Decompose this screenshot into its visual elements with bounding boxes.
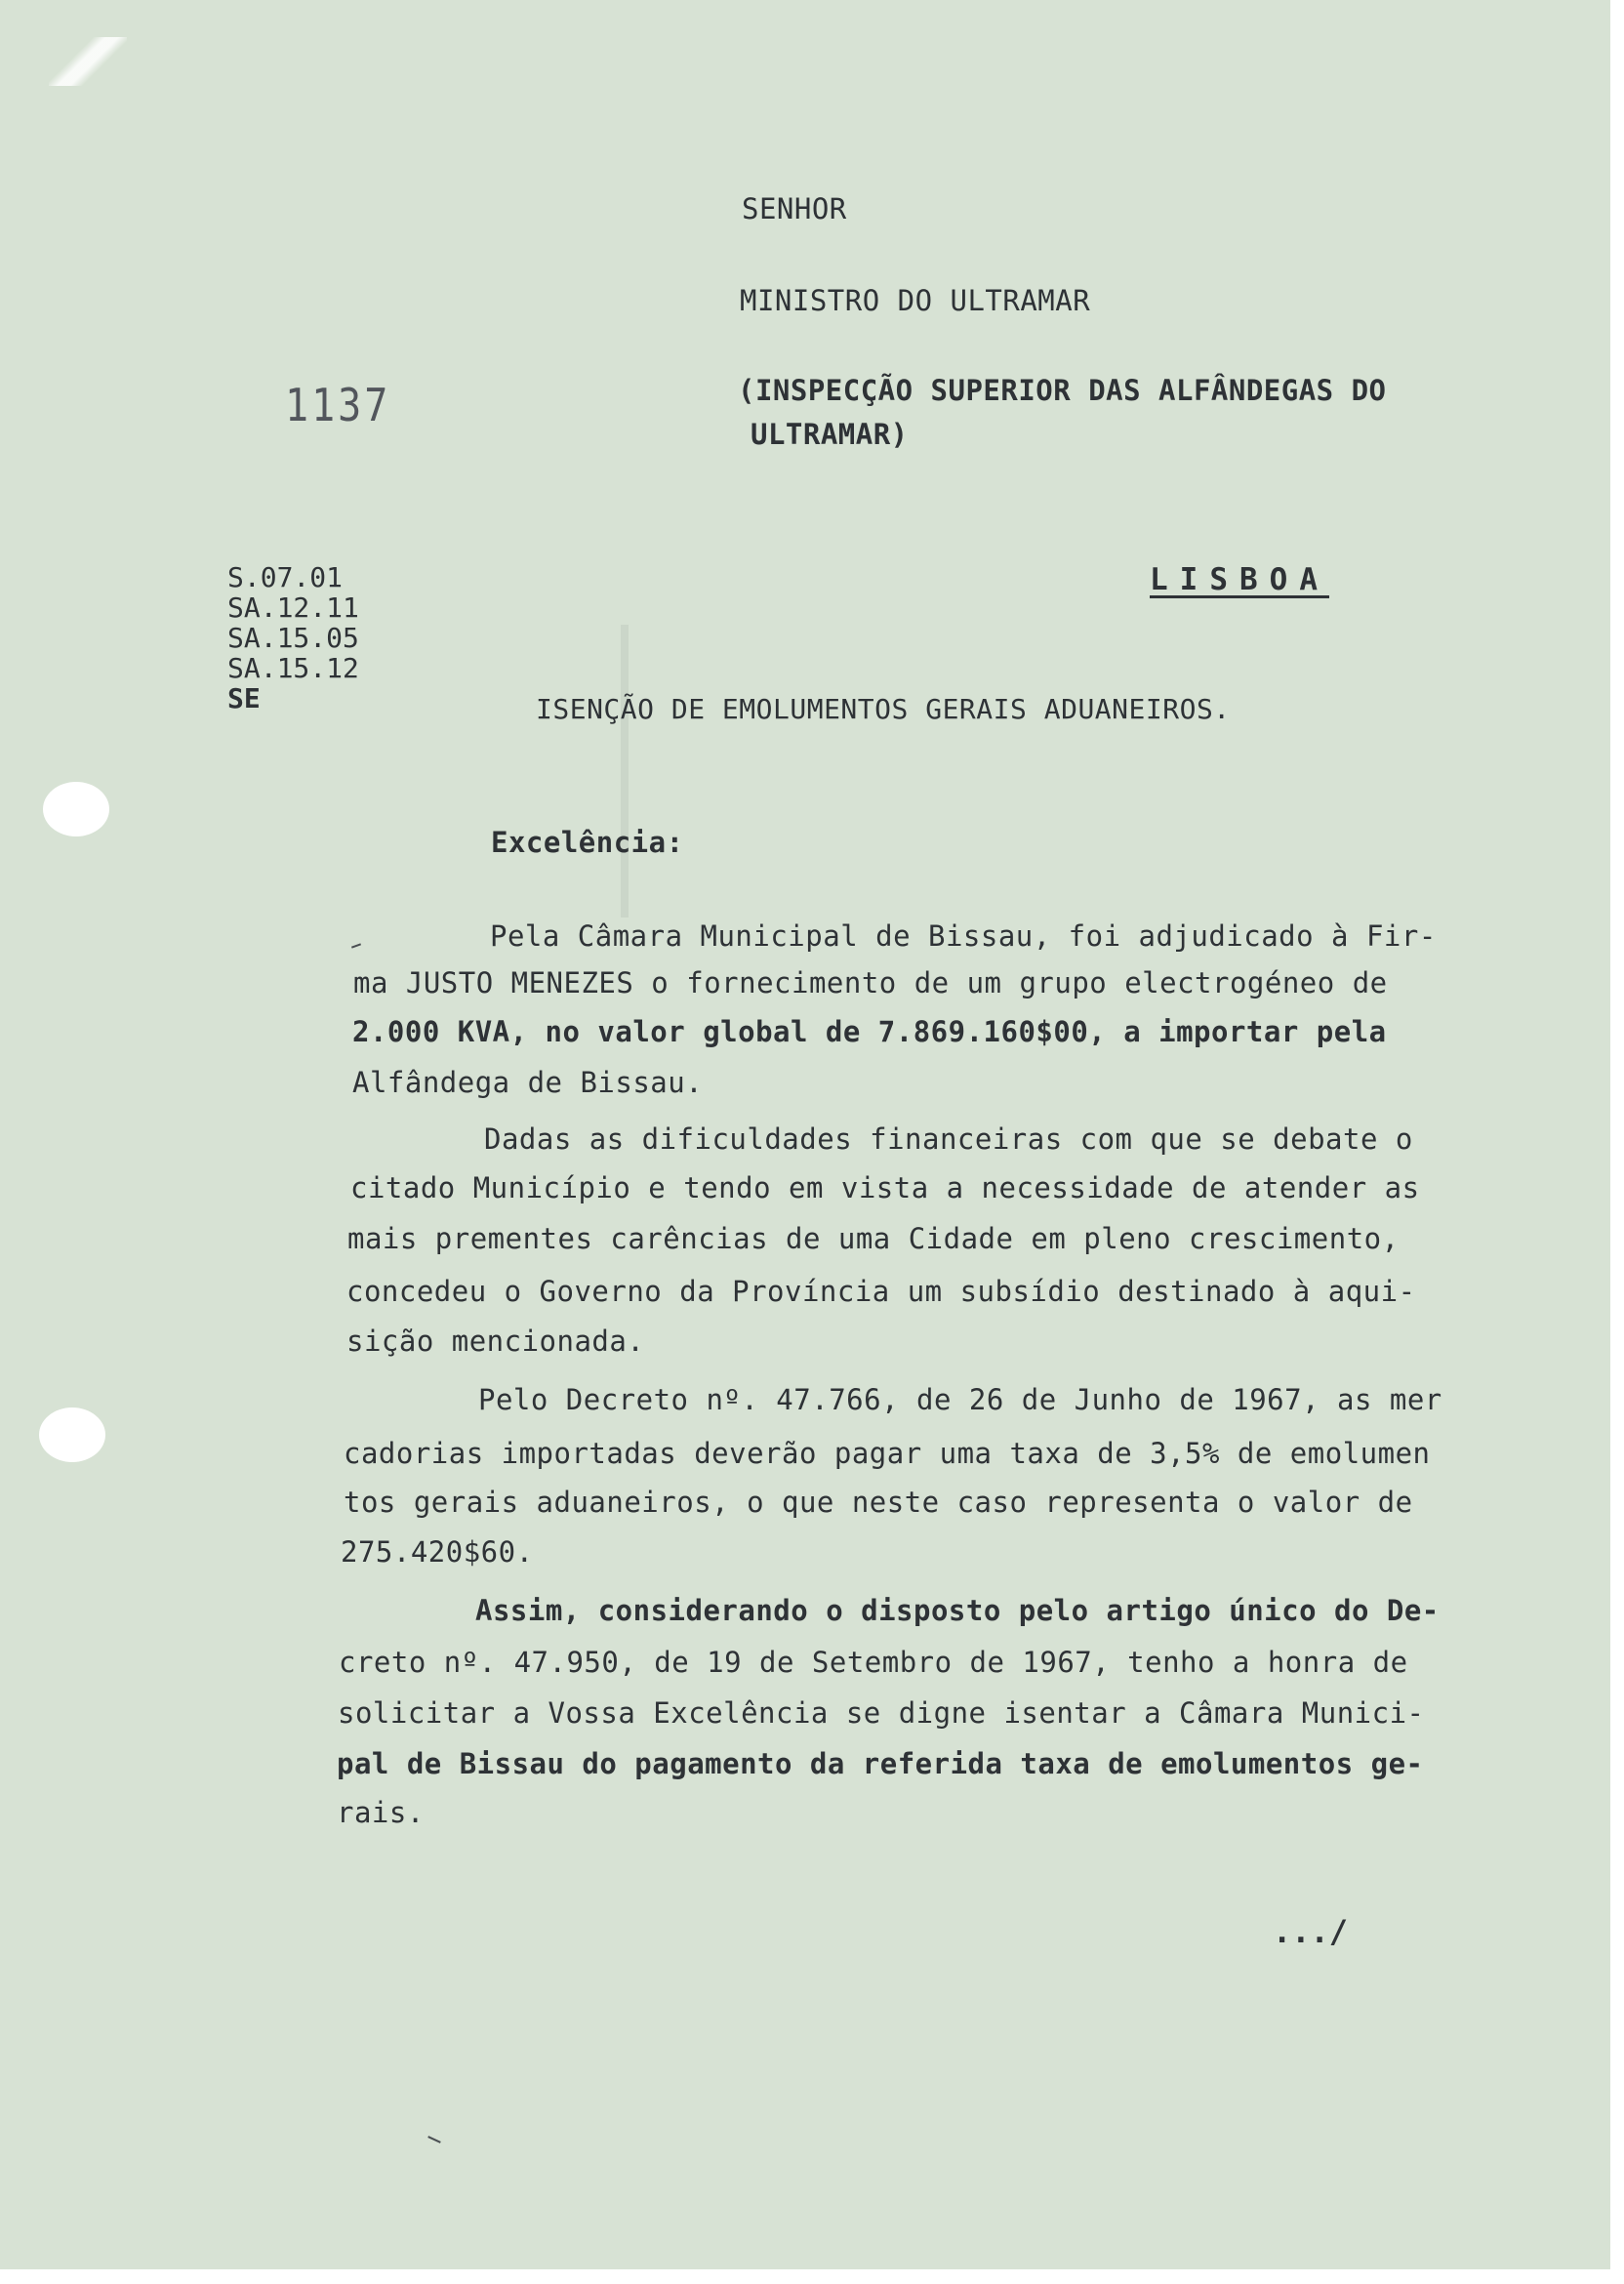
body-line: solicitar a Vossa Excelência se digne isentar a Câmara Munici- [338,1696,1425,1730]
body-line: creto nº. 47.950, de 19 de Setembro de 1967, tenho a honra de [339,1646,1408,1679]
body-line: Pela Câmara Municipal de Bissau, foi adjudicado à Fir- [490,919,1437,953]
department-line-2: ULTRAMAR) [751,418,909,451]
body-line: pal de Bissau do pagamento da referida taxa de emolumentos ge- [337,1747,1424,1780]
body-line: tos gerais aduaneiros, o que neste caso representa o valor de [344,1486,1413,1519]
body-line: cadorias importadas deverão pagar uma taxa de 3,5% de emolumen [344,1437,1431,1470]
body-line: sição mencionada. [346,1325,645,1358]
body-line: mais prementes carências de uma Cidade em pleno crescimento, [347,1222,1400,1255]
classification-code: SA.15.05 [227,622,359,654]
classification-codes [227,562,359,714]
body-line: citado Município e tendo em vista a necessidade de atender as [350,1171,1420,1204]
punch-hole-top [43,782,109,836]
body-line: Pelo Decreto nº. 47.766, de 26 de Junho de 1967, as mer [478,1383,1442,1416]
paper-crease [621,625,629,918]
classification-code: SE [227,682,261,714]
classification-code: SA.15.12 [227,652,359,684]
body-line: rais. [337,1796,425,1829]
stray-mark [351,943,361,948]
department-line-1: (INSPECÇÃO SUPERIOR DAS ALFÂNDEGAS DO [738,374,1387,407]
salutation: SENHOR [742,192,847,225]
body-line: Assim, considerando o disposto pelo artigo único do De- [475,1594,1440,1627]
paper-tear [49,37,127,86]
continuation-mark: .../ [1273,1913,1349,1950]
body-line: 2.000 KVA, no valor global de 7.869.160$00, a importar pela [352,1015,1387,1048]
subject-line: ISENÇÃO DE EMOLUMENTOS GERAIS ADUANEIROS. [536,693,1231,725]
body-line: concedeu o Governo da Província um subsídio destinado à aqui- [346,1275,1416,1308]
classification-code: SA.12.11 [227,591,359,624]
classification-code: S.07.01 [227,561,344,593]
body-line: Alfândega de Bissau. [352,1066,704,1099]
body-line: 275.420$60. [341,1535,534,1569]
body-line: Dadas as dificuldades financeiras com que se debate o [484,1122,1413,1156]
stray-mark [427,2136,441,2143]
reference-number: 1137 [285,380,391,432]
recipient: MINISTRO DO ULTRAMAR [740,284,1091,317]
body-line: ma JUSTO MENEZES o fornecimento de um grupo electrogéneo de [353,966,1388,999]
city-heading: LISBOA [1150,562,1329,597]
punch-hole-bottom [39,1407,105,1462]
greeting: Excelência: [491,826,684,859]
